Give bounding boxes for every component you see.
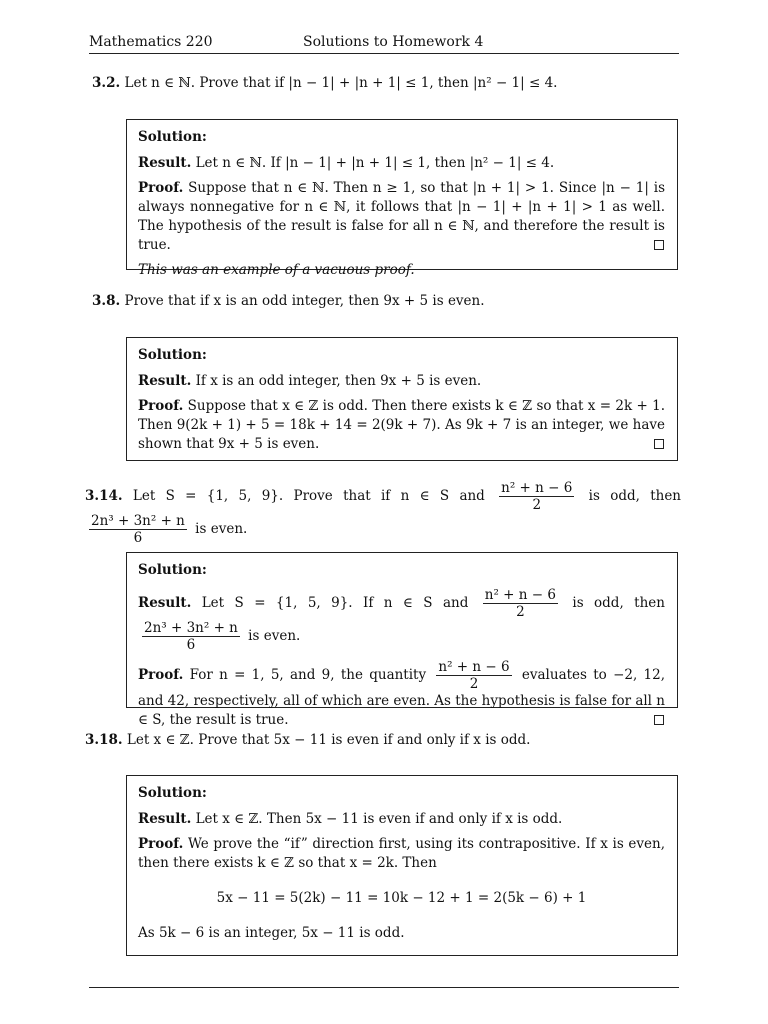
result-label: Result.: [138, 811, 192, 827]
fraction-cubic: [142, 620, 240, 653]
problem-number: 3.18.: [85, 732, 123, 748]
result-label: Result.: [138, 373, 192, 389]
proof-continuation: As 5k − 6 is an integer, 5x − 11 is odd.: [138, 925, 405, 941]
proof-label: Proof.: [138, 398, 184, 414]
proof-text: Suppose that x ∈ ℤ is odd. Then there exists k ∈ ℤ so that x = 2k + 1. Then 9(2k + 1) + 5 = 18k + 14 = 2(9k + 7). As 9k + 7 is an integer, we have shown that 9x + 5 is even.: [138, 398, 665, 452]
qed-square-icon: [654, 240, 664, 250]
proof-text-part-b: evaluates to −2, 12, and 42, respectively, all of which are even. As the hypothesis is false for all n ∈ S, the result is true.: [138, 667, 666, 728]
result-label: Result.: [138, 595, 192, 611]
problem-3-14: [85, 480, 681, 546]
result-paragraph: [138, 154, 665, 173]
fraction-numerator: n² + n − 6: [484, 587, 556, 603]
fraction-denominator: 2: [469, 676, 479, 692]
proof-text: Suppose that n ∈ ℕ. Then n ≥ 1, so that |n + 1| > 1. Since |n − 1| is always nonnegative for n ∈ ℕ, it follows that |n − 1| + |n + 1| > 1 as well. The hypothesis of the result is false for all n ∈ ℕ, and therefore the result is true.: [138, 180, 665, 253]
problem-3-2: [92, 74, 684, 93]
proof-text-part-a: For n = 1, 5, and 9, the quantity: [189, 667, 427, 683]
proof-paragraph: [138, 397, 665, 454]
solution-box-3-2: [126, 119, 678, 278]
fraction-quadratic: [499, 480, 574, 513]
qed-square-icon: [654, 439, 664, 449]
fraction-quadratic: [436, 659, 511, 692]
solution-heading: Solution:: [138, 129, 207, 145]
proof-label: Proof.: [138, 667, 184, 683]
proof-paragraph: [138, 835, 665, 873]
qed-square-icon: [654, 715, 664, 725]
fraction-numerator: n² + n − 6: [438, 659, 510, 675]
result-paragraph: [138, 810, 665, 829]
problem-statement: Let n ∈ ℕ. Prove that if |n − 1| + |n + 1| ≤ 1, then |n² − 1| ≤ 4.: [124, 75, 558, 91]
problem-number: 3.14.: [85, 488, 123, 504]
solution-heading: Solution:: [138, 347, 207, 363]
solution-heading: Solution:: [138, 562, 207, 578]
result-text-part-b: is odd, then: [572, 595, 665, 611]
fraction-denominator: 2: [532, 497, 542, 513]
problem-statement: Let x ∈ ℤ. Prove that 5x − 11 is even if and only if x is odd.: [126, 732, 531, 748]
proof-note: This was an example of a vacuous proof.: [138, 262, 415, 278]
problem-statement-part-a: Let S = {1, 5, 9}. Prove that if n ∈ S and: [132, 488, 485, 504]
result-text-part-a: Let S = {1, 5, 9}. If n ∈ S and: [201, 595, 469, 611]
proof-paragraph: [138, 179, 665, 255]
solution-heading: Solution:: [138, 785, 207, 801]
solution-box-3-8: [126, 337, 678, 461]
fraction-quadratic: [483, 587, 558, 620]
problem-number: 3.2.: [92, 75, 121, 91]
result-text: Let n ∈ ℕ. If |n − 1| + |n + 1| ≤ 1, then |n² − 1| ≤ 4.: [195, 155, 555, 171]
proof-text: We prove the “if” direction first, using its contrapositive. If x is even, then there exists k ∈ ℤ so that x = 2k. Then: [138, 836, 665, 871]
solution-box-3-18: [126, 775, 678, 956]
fraction-numerator: 2n³ + 3n² + n: [91, 513, 185, 529]
problem-statement-part-b: is odd, then: [588, 488, 682, 504]
fraction-denominator: 2: [516, 604, 525, 620]
fraction-denominator: 6: [186, 637, 196, 653]
result-text-part-c: is even.: [248, 628, 301, 644]
problem-number: 3.8.: [92, 293, 121, 309]
problem-statement: Prove that if x is an odd integer, then 9x + 5 is even.: [124, 293, 485, 309]
fraction-denominator: 6: [133, 530, 143, 546]
proof-label: Proof.: [138, 836, 184, 852]
proof-paragraph: [138, 659, 665, 730]
proof-label: Proof.: [138, 180, 184, 196]
footer-rule: [89, 987, 679, 988]
result-text: Let x ∈ ℤ. Then 5x − 11 is even if and only if x is odd.: [195, 811, 563, 827]
document-title: Solutions to Homework 4: [303, 34, 484, 50]
fraction-numerator: n² + n − 6: [501, 480, 573, 496]
problem-3-8: [92, 292, 684, 311]
result-text: If x is an odd integer, then 9x + 5 is even.: [195, 373, 482, 389]
result-paragraph: [138, 587, 665, 653]
problem-3-18: [85, 731, 677, 750]
result-label: Result.: [138, 155, 192, 171]
header-rule: [89, 53, 679, 54]
problem-statement-part-c: is even.: [195, 521, 248, 537]
fraction-cubic: [89, 513, 187, 546]
course-title: Mathematics 220: [89, 34, 213, 50]
solution-box-3-14: [126, 552, 678, 728]
result-paragraph: [138, 372, 665, 391]
display-equation: 5x − 11 = 5(2k) − 11 = 10k − 12 + 1 = 2(5k − 6) + 1: [216, 890, 587, 906]
fraction-numerator: 2n³ + 3n² + n: [144, 620, 238, 636]
